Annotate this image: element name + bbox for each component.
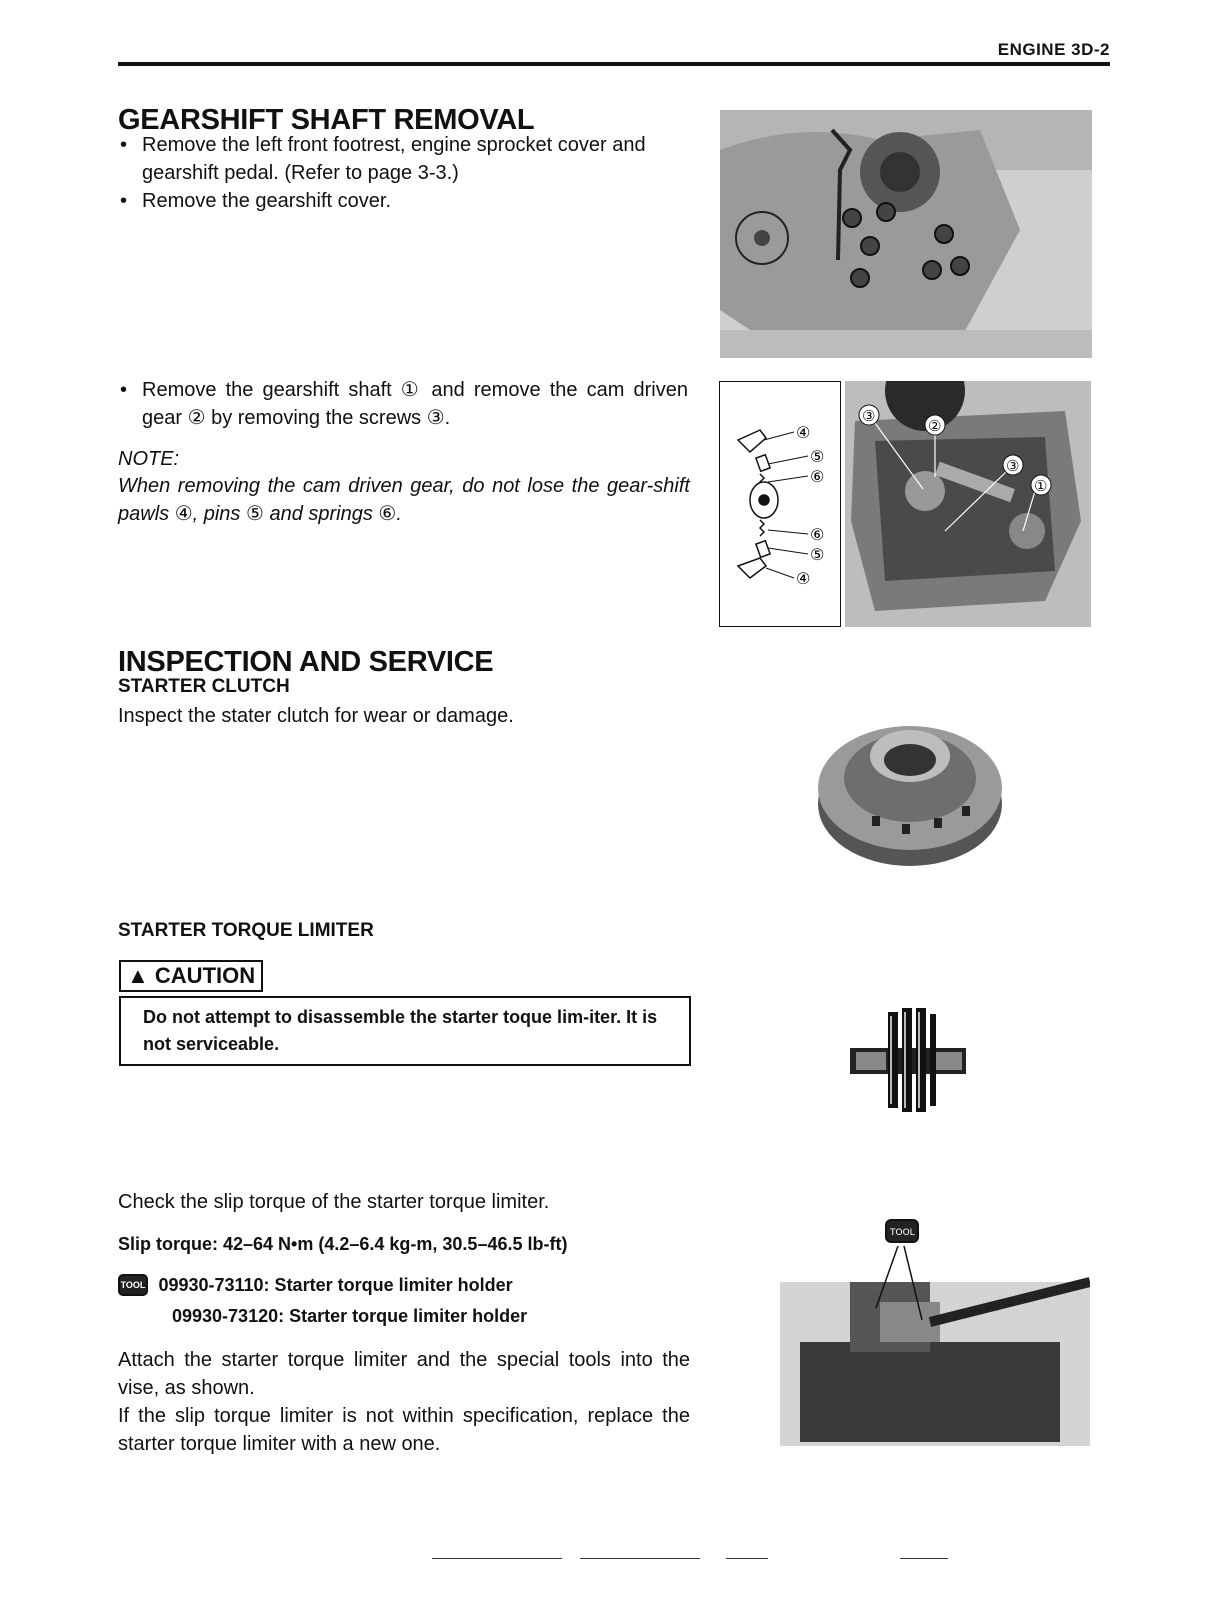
special-tool-block: [118, 1274, 513, 1296]
vise-tool-icon-label: TOOL: [890, 1228, 915, 1238]
parts-diagram-drawing: [720, 382, 840, 626]
list-item: • Remove the gearshift shaft ① and remove the cam driven gear ② by removing the screws ③.: [118, 376, 688, 432]
removal-bullet-list: [118, 131, 698, 215]
check-slip-torque-text: Check the slip torque of the starter torque limiter.: [118, 1191, 550, 1213]
section-title-gearshift: GEARSHIFT SHAFT REMOVAL: [118, 104, 535, 136]
caution-label: CAUTION: [154, 963, 256, 988]
photo-torque-limiter: [848, 1002, 968, 1118]
callout-gear: ②: [928, 417, 942, 435]
callout-screw-a: ③: [862, 407, 876, 425]
callout-screw-b: ③: [1006, 457, 1020, 475]
photo-gearshift-cover: [720, 110, 1092, 358]
tool-item-2: 09930-73120: Starter torque limiter holder: [172, 1306, 528, 1326]
note-label: NOTE:: [118, 448, 180, 470]
note-text: When removing the cam driven gear, do not lose the gear-shift pawls ④, pins ⑤ and springs ⑥.: [118, 475, 690, 525]
tool-icon: TOOL: [118, 1274, 148, 1296]
parts-diagram: [719, 381, 841, 627]
photo-gearshift-cover-drawing: [720, 110, 1092, 358]
caution-box: [119, 996, 691, 1066]
callout-spring-top: ⑥: [810, 467, 825, 486]
callout-spring-bottom: ⑥: [810, 525, 825, 544]
callout-pin-top: ⑤: [810, 447, 825, 466]
footer-dash: [580, 1558, 700, 1559]
footer-dash: [432, 1558, 562, 1559]
photo-cam-driven-gear: [845, 381, 1091, 627]
replace-instruction: If the slip torque limiter is not within specification, replace the starter torque limiter with a new one.: [118, 1405, 690, 1455]
tool-item-1: 09930-73110: Starter torque limiter holder: [158, 1274, 513, 1295]
callout-shaft: ①: [1034, 477, 1048, 495]
warning-icon: ▲: [127, 963, 149, 988]
photo-cam-driven-gear-drawing: [845, 381, 1091, 627]
photo-vise-setup-drawing: [780, 1212, 1090, 1446]
heading-starter-clutch: STARTER CLUTCH: [118, 676, 290, 697]
caution-badge: [119, 960, 263, 992]
callout-pawl-top: ④: [796, 423, 811, 442]
attach-instruction: Attach the starter torque limiter and the special tools into the vise, as shown.: [118, 1349, 690, 1399]
heading-torque-limiter: STARTER TORQUE LIMITER: [118, 920, 374, 941]
callout-pin-bottom: ⑤: [810, 545, 825, 564]
list-item: • Remove the left front footrest, engine sprocket cover and gearshift pedal. (Refer to page 3-3.): [118, 131, 698, 187]
page-header-label: ENGINE 3D-2: [997, 40, 1110, 59]
starter-clutch-text: Inspect the stater clutch for wear or damage.: [118, 705, 514, 727]
list-item: • Remove the gearshift cover.: [118, 187, 698, 215]
slip-torque-spec: Slip torque: 42–64 N•m (4.2–6.4 kg-m, 30.5–46.5 lb-ft): [118, 1234, 568, 1254]
callout-pawl-bottom: ④: [796, 569, 811, 588]
footer-dash: [726, 1558, 768, 1559]
photo-vise-setup: [780, 1212, 1090, 1446]
footer-dash: [900, 1558, 948, 1559]
photo-torque-limiter-drawing: [848, 1002, 968, 1118]
header-rule: [118, 62, 1110, 66]
photo-starter-clutch-drawing: [812, 708, 1008, 878]
photo-starter-clutch: [812, 708, 1008, 878]
caution-text: Do not attempt to disassemble the starter toque lim-iter. It is not serviceable.: [143, 1007, 658, 1054]
section-title-inspection: INSPECTION AND SERVICE: [118, 646, 494, 678]
shaft-bullet-list: [118, 376, 688, 432]
